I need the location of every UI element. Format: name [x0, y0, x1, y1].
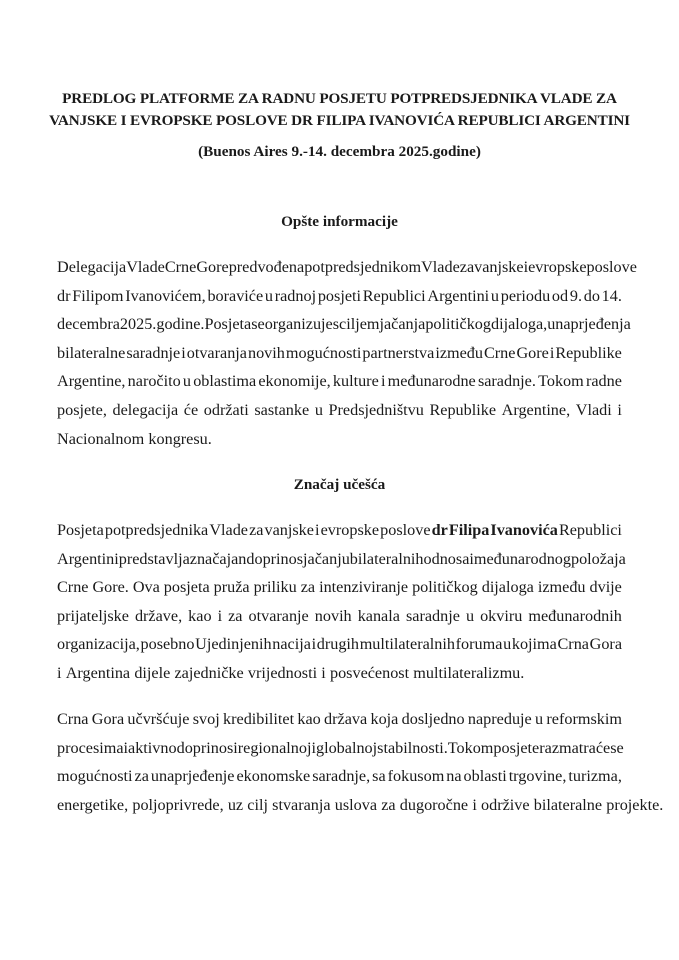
word: drugih — [316, 635, 360, 654]
word: uslova — [334, 795, 378, 814]
word: radnoj — [274, 286, 317, 305]
word: Gora — [91, 710, 125, 728]
section-heading-significance: Značaj učešća — [293, 476, 386, 493]
word: dr — [57, 286, 71, 305]
word: 9. — [569, 286, 582, 305]
word: na — [446, 767, 462, 786]
word: Crne — [57, 578, 89, 597]
word: Gore. — [92, 578, 129, 597]
word: vanjske — [474, 258, 524, 276]
word: nacija — [272, 635, 311, 654]
word: poslove — [586, 258, 637, 276]
word: s — [332, 315, 340, 334]
word: Tokom — [538, 372, 584, 391]
word: održive — [481, 795, 530, 814]
word: Gore — [196, 258, 229, 276]
word: kulture — [332, 372, 379, 391]
word: Vladi — [575, 400, 612, 419]
word: potpredsjednikom — [304, 258, 422, 276]
word: prijateljske — [57, 606, 129, 625]
word: organizuje — [264, 315, 333, 334]
word: saradnje — [405, 606, 460, 625]
word: Argentina — [65, 663, 131, 682]
word: između — [537, 578, 586, 597]
word: i — [311, 738, 316, 757]
word: okviru — [480, 606, 523, 625]
word: kredibilitet — [223, 710, 295, 728]
word: jačanju — [303, 549, 350, 568]
word: posjete — [493, 738, 540, 757]
word: periodu — [500, 286, 551, 305]
word: Vlade — [126, 258, 165, 276]
word: multilateralizmu. — [413, 663, 525, 682]
word: i — [617, 400, 622, 419]
paragraph-significance-1 — [57, 516, 626, 688]
word: kao — [297, 710, 321, 728]
word: Delegacija — [57, 258, 127, 276]
word: posjeta — [163, 578, 210, 597]
bold-word: Filipa — [448, 521, 490, 539]
word: dijaloga — [481, 578, 534, 597]
word: i — [123, 738, 129, 757]
word: i — [311, 635, 317, 654]
word: Posjeta — [57, 521, 104, 539]
word: evropske — [320, 521, 380, 539]
paragraph-line — [57, 253, 637, 282]
word: kao — [188, 606, 212, 625]
word: energetike, — [57, 795, 129, 814]
word: i — [57, 663, 62, 682]
document-title-line-1: PREDLOG PLATFORME ZA RADNU POSJETU POTPREDSJEDNIKA VLADE ZA — [62, 90, 617, 107]
word: u — [465, 606, 475, 625]
word: za — [300, 578, 316, 597]
word: Ujedinjenih — [195, 635, 272, 654]
paragraph-line — [57, 367, 622, 396]
word: održati — [203, 400, 249, 419]
word: ciljem — [339, 315, 380, 334]
word: globalnoj — [315, 738, 378, 757]
word: dijaloga, — [490, 315, 548, 334]
word: novih — [247, 343, 285, 362]
word: boraviće — [207, 286, 264, 305]
word: projekte. — [606, 795, 664, 814]
document-title-block — [40, 88, 639, 162]
word: otvaranja — [186, 343, 247, 362]
word: napreduje — [467, 710, 532, 728]
word: dugoročne — [399, 795, 469, 814]
document-subtitle: (Buenos Aires 9.-14. decembra 2025.godine) — [198, 143, 481, 160]
word: mogućnosti — [57, 767, 133, 786]
word: u — [182, 372, 191, 391]
word: pruža — [213, 578, 250, 597]
word: foruma — [455, 635, 503, 654]
word: za — [459, 258, 475, 276]
paragraph-line — [57, 310, 631, 339]
word: međunarodne — [387, 372, 476, 391]
word: položaja — [570, 549, 626, 568]
word: turizma, — [568, 767, 622, 786]
paragraph-general-info — [57, 253, 637, 453]
word: za — [249, 521, 264, 539]
word: Argentini — [427, 286, 490, 305]
word: za — [134, 767, 149, 786]
paragraph-line — [57, 339, 622, 368]
word: godine. — [156, 315, 205, 334]
word: saradnje, — [312, 767, 371, 786]
word: Argentini — [57, 549, 119, 568]
word: i — [472, 795, 477, 814]
word: u — [503, 635, 512, 654]
word: Vlade — [421, 258, 460, 276]
word: otvaranje — [248, 606, 309, 625]
word: u — [264, 286, 273, 305]
word: u — [535, 710, 544, 728]
word: do — [583, 286, 600, 305]
word: ekonomske — [236, 767, 311, 786]
document-title-line-2: VANJSKE I EVROPSKE POSLOVE DR FILIPA IVANOVIĆA REPUBLICI ARGENTINI — [49, 112, 630, 129]
word: međunarodnih — [528, 606, 622, 625]
word: sa — [372, 767, 386, 786]
word: predstavlja — [118, 549, 190, 568]
word: i — [469, 549, 474, 568]
word: Republike — [429, 400, 497, 419]
word: koja — [370, 710, 399, 728]
paragraph-line — [57, 425, 622, 454]
word: multilateralnih — [359, 635, 455, 654]
word: će — [183, 400, 199, 419]
word: Crna — [57, 710, 89, 728]
word: Crna — [557, 635, 589, 654]
paragraph-significance-2 — [57, 705, 664, 819]
word: se — [610, 738, 624, 757]
word: Crne — [164, 258, 197, 276]
word: Nacionalnom — [57, 429, 145, 448]
word: između — [435, 343, 483, 362]
word: i — [549, 343, 555, 362]
word: doprinos — [246, 549, 304, 568]
word: procesima — [57, 738, 124, 757]
word: država — [324, 710, 368, 728]
word: u — [314, 400, 323, 419]
paragraph-line — [57, 659, 622, 688]
word: Republike — [555, 343, 622, 362]
word: i — [181, 343, 186, 362]
bold-word: dr — [431, 521, 448, 539]
word: vanjske — [264, 521, 314, 539]
paragraph-line — [57, 282, 622, 311]
word: zajedničke — [174, 663, 244, 682]
word: značajan — [189, 549, 247, 568]
word: i — [523, 258, 529, 276]
word: dosljedno — [401, 710, 465, 728]
word: međunarodnog — [473, 549, 571, 568]
word: kojima — [511, 635, 557, 654]
word: aktivno — [128, 738, 177, 757]
word: Crne — [483, 343, 516, 362]
paragraph-line — [57, 762, 622, 791]
word: Argentine, — [501, 400, 571, 419]
word: mogućnosti — [285, 343, 362, 362]
word: Predsjedništvu — [328, 400, 424, 419]
word: posvećenost — [329, 663, 410, 682]
word: organizacija, — [57, 635, 140, 654]
word: Argentine, — [57, 372, 126, 391]
word: doprinosi — [176, 738, 238, 757]
word: saradnje — [126, 343, 181, 362]
word: evropske — [528, 258, 587, 276]
paragraph-line — [57, 396, 622, 425]
word: za — [228, 606, 243, 625]
word: i — [321, 663, 326, 682]
word: dijele — [134, 663, 171, 682]
word: reformskim — [546, 710, 622, 728]
word: sastanke — [254, 400, 310, 419]
word: partnerstva — [362, 343, 435, 362]
word: Gora — [589, 635, 622, 654]
word: ekonomije, — [258, 372, 331, 391]
word: političkog — [412, 578, 478, 597]
word: stabilnosti. — [377, 738, 448, 757]
word: svoj — [192, 710, 220, 728]
paragraph-line — [57, 705, 622, 734]
word: posjete, — [57, 400, 107, 419]
word: decembra — [57, 315, 120, 334]
word: i — [380, 372, 386, 391]
word: Ivanovićem, — [125, 286, 206, 305]
word: i — [315, 521, 320, 539]
word: bilateralnih — [349, 549, 424, 568]
paragraph-line — [57, 602, 622, 631]
word: posjeti — [317, 286, 361, 305]
word: cilj — [247, 795, 268, 814]
word: fokusom — [387, 767, 445, 786]
word: i — [217, 606, 223, 625]
section-heading-general-info: Opšte informacije — [281, 213, 398, 230]
word: saradnje. — [477, 372, 536, 391]
word: Filipom — [72, 286, 124, 305]
word: novih — [314, 606, 352, 625]
word: dvije — [589, 578, 622, 597]
word: države, — [134, 606, 183, 625]
word: unaprjeđenja — [547, 315, 631, 334]
word: političkog — [425, 315, 491, 334]
word: bilateralne — [533, 795, 603, 814]
word: razmatraće — [539, 738, 611, 757]
word: Gore — [516, 343, 549, 362]
word: 2025. — [119, 315, 157, 334]
word: trgovine, — [508, 767, 567, 786]
word: stvaranja — [272, 795, 331, 814]
word: Republici — [362, 286, 426, 305]
word: Ova — [132, 578, 160, 597]
word: oblasti — [463, 767, 507, 786]
paragraph-line — [57, 630, 622, 659]
word: predvođena — [228, 258, 305, 276]
word: poslove — [380, 521, 431, 539]
bold-word: Ivanovića — [490, 521, 558, 539]
word: oblastima — [193, 372, 257, 391]
word: Vlade — [209, 521, 248, 539]
word: od — [551, 286, 569, 305]
word: naročito — [127, 372, 181, 391]
word: delegacija — [112, 400, 179, 419]
word: radne — [585, 372, 622, 391]
word: kanala — [357, 606, 400, 625]
paragraph-line — [57, 791, 664, 820]
paragraph-line — [57, 573, 622, 602]
word: intenziviranje — [319, 578, 409, 597]
paragraph-line — [57, 734, 622, 763]
word: Posjeta — [204, 315, 252, 334]
paragraph-line — [57, 516, 622, 545]
word: unaprjeđenje — [150, 767, 235, 786]
word: bilateralne — [57, 343, 126, 362]
word: jačanja — [379, 315, 426, 334]
word: priliku — [253, 578, 297, 597]
word: se — [251, 315, 265, 334]
word: u — [490, 286, 499, 305]
word: potpredsjednika — [104, 521, 209, 539]
word: Tokom — [447, 738, 494, 757]
word: Republici — [558, 521, 622, 539]
word: regionalnoj — [237, 738, 312, 757]
word: 14. — [601, 286, 622, 305]
word: učvršćuje — [127, 710, 190, 728]
word: posebno — [140, 635, 195, 654]
word: poljoprivrede, — [132, 795, 224, 814]
word: kongresu. — [148, 429, 212, 448]
word: uz — [227, 795, 244, 814]
paragraph-line — [57, 545, 626, 574]
word: vrijednosti — [247, 663, 318, 682]
word: odnosa — [423, 549, 470, 568]
word: za — [381, 795, 396, 814]
